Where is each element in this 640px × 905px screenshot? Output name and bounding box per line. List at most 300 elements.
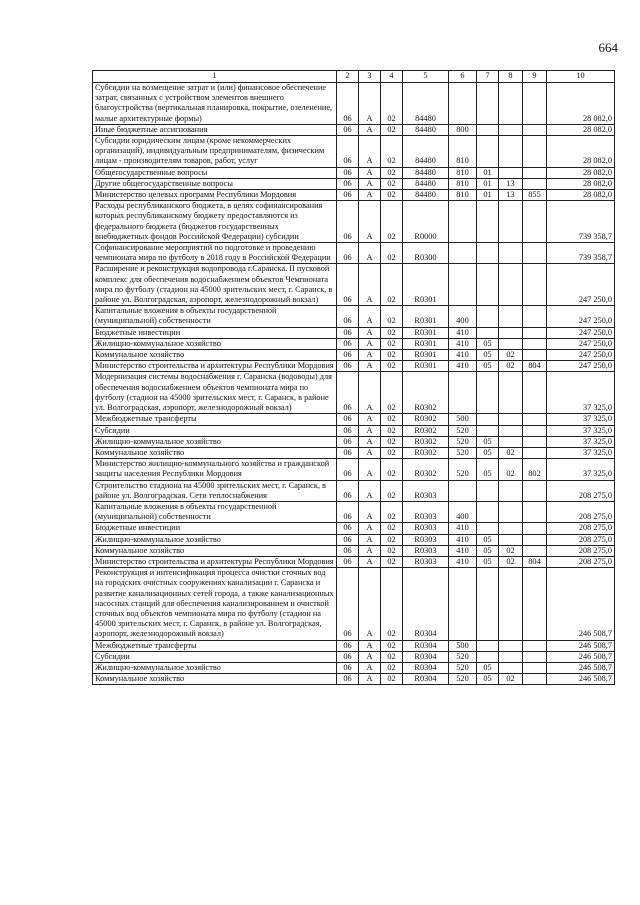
code-expense-type	[449, 83, 477, 125]
code-target-article: R0304	[403, 651, 449, 662]
table-row	[93, 201, 615, 243]
code-ministry: 06	[337, 350, 359, 361]
row-description: Бюджетные инвестиции	[93, 327, 337, 338]
row-amount: 37 325,0	[547, 425, 615, 436]
code-subprogram: 02	[381, 545, 403, 556]
code-expense-type	[449, 201, 477, 243]
code-ministry-id: 804	[523, 556, 547, 567]
code-subsection	[499, 243, 523, 264]
code-expense-type: 520	[449, 662, 477, 673]
code-section: 05	[477, 436, 499, 447]
code-program: А	[359, 436, 381, 447]
code-program: А	[359, 190, 381, 201]
code-target-article: R0303	[403, 545, 449, 556]
code-target-article: R0302	[403, 414, 449, 425]
table-row	[93, 136, 615, 168]
code-ministry-id	[523, 523, 547, 534]
code-ministry: 06	[337, 534, 359, 545]
code-subsection: 02	[499, 361, 523, 372]
row-amount: 247 250,0	[547, 264, 615, 306]
code-program: А	[359, 201, 381, 243]
code-program: А	[359, 178, 381, 189]
table-row	[93, 372, 615, 414]
table-row	[93, 523, 615, 534]
code-target-article: R0304	[403, 662, 449, 673]
code-target-article: R0301	[403, 350, 449, 361]
row-description: Бюджетные инвестиции	[93, 523, 337, 534]
code-section	[477, 264, 499, 306]
row-description: Коммунальное хозяйство	[93, 674, 337, 685]
code-section	[477, 306, 499, 327]
code-target-article: R0300	[403, 243, 449, 264]
row-description: Министерство целевых программ Республики Мордовия	[93, 190, 337, 201]
code-expense-type	[449, 243, 477, 264]
table-row	[93, 414, 615, 425]
code-subprogram: 02	[381, 350, 403, 361]
code-program: А	[359, 651, 381, 662]
code-expense-type	[449, 568, 477, 640]
code-section: 01	[477, 190, 499, 201]
code-target-article: 84480	[403, 83, 449, 125]
table-row	[93, 124, 615, 135]
row-description: Расходы республиканского бюджета, в целях софинансирования которых республиканскому бюджету предоставляются из федерального бюджета (бюджетов государственных внебюджетных фондов Российской Федерации) субсидии	[93, 201, 337, 243]
code-subsection	[499, 501, 523, 522]
row-amount: 37 325,0	[547, 447, 615, 458]
code-target-article: R0303	[403, 523, 449, 534]
code-program: А	[359, 327, 381, 338]
code-ministry-id	[523, 662, 547, 673]
code-expense-type: 500	[449, 414, 477, 425]
code-program: А	[359, 350, 381, 361]
code-ministry: 06	[337, 674, 359, 685]
code-section: 05	[477, 556, 499, 567]
code-target-article: 84480	[403, 124, 449, 135]
code-program: А	[359, 674, 381, 685]
row-description: Субсидии юридическим лицам (кроме некоммерческих организаций), индивидуальным предпринимателям, физическим лицам - производителям товаров, работ, услуг	[93, 136, 337, 168]
table-body	[93, 83, 615, 685]
code-ministry-id	[523, 178, 547, 189]
column-header: 10	[547, 71, 615, 83]
row-amount: 208 275,0	[547, 501, 615, 522]
table-row	[93, 556, 615, 567]
row-amount: 208 275,0	[547, 556, 615, 567]
row-amount: 208 275,0	[547, 534, 615, 545]
code-subprogram: 02	[381, 674, 403, 685]
code-ministry-id	[523, 534, 547, 545]
budget-table	[92, 70, 615, 685]
row-description: Министерство жилищно-коммунального хозяйства и гражданской защиты населения Республики Мордовия	[93, 459, 337, 480]
table-row	[93, 480, 615, 501]
row-amount: 246 508,7	[547, 568, 615, 640]
code-program: А	[359, 83, 381, 125]
code-target-article: R0301	[403, 264, 449, 306]
row-description: Общегосударственные вопросы	[93, 167, 337, 178]
column-header: 7	[477, 71, 499, 83]
code-target-article: R0303	[403, 501, 449, 522]
row-amount: 28 082,0	[547, 178, 615, 189]
table-row	[93, 83, 615, 125]
code-section	[477, 425, 499, 436]
code-ministry-id	[523, 447, 547, 458]
code-program: А	[359, 501, 381, 522]
code-subsection	[499, 338, 523, 349]
code-expense-type	[449, 480, 477, 501]
code-subprogram: 02	[381, 480, 403, 501]
code-ministry-id	[523, 306, 547, 327]
code-program: А	[359, 124, 381, 135]
code-section: 05	[477, 662, 499, 673]
code-subsection	[499, 201, 523, 243]
table-row	[93, 640, 615, 651]
code-target-article: R0304	[403, 640, 449, 651]
code-section: 01	[477, 167, 499, 178]
code-ministry: 06	[337, 640, 359, 651]
code-section	[477, 243, 499, 264]
code-program: А	[359, 447, 381, 458]
code-subprogram: 02	[381, 243, 403, 264]
code-ministry-id	[523, 545, 547, 556]
code-ministry: 06	[337, 201, 359, 243]
code-section	[477, 523, 499, 534]
code-ministry: 06	[337, 306, 359, 327]
column-header: 9	[523, 71, 547, 83]
code-program: А	[359, 338, 381, 349]
code-ministry: 06	[337, 425, 359, 436]
table-row	[93, 264, 615, 306]
code-program: А	[359, 556, 381, 567]
row-description: Коммунальное хозяйство	[93, 447, 337, 458]
code-ministry: 06	[337, 243, 359, 264]
code-program: А	[359, 662, 381, 673]
code-ministry: 06	[337, 178, 359, 189]
code-section	[477, 501, 499, 522]
code-expense-type: 410	[449, 361, 477, 372]
code-program: А	[359, 167, 381, 178]
code-subprogram: 02	[381, 556, 403, 567]
code-expense-type	[449, 264, 477, 306]
table-row	[93, 350, 615, 361]
code-expense-type: 520	[449, 459, 477, 480]
table-row	[93, 459, 615, 480]
code-subprogram: 02	[381, 447, 403, 458]
row-description: Модернизация системы водоснабжения г. Саранска (водоводы) для обеспечения водоснабжением объектов чемпионата мира по футболу (стадион на 45000 зрительских мест, г. Саранск, в районе ул. Волгоградская, аэропорт, железнодорожный вокзал)	[93, 372, 337, 414]
row-description: Строительство стадиона на 45000 зрительских мест, г. Саранск, в районе ул. Волгоградская. Сети теплоснабжения	[93, 480, 337, 501]
code-target-article: R0301	[403, 338, 449, 349]
code-expense-type: 810	[449, 190, 477, 201]
code-subprogram: 02	[381, 436, 403, 447]
code-target-article: R0303	[403, 534, 449, 545]
code-target-article: 84480	[403, 190, 449, 201]
code-target-article: R0303	[403, 556, 449, 567]
code-ministry: 06	[337, 501, 359, 522]
code-target-article: R0301	[403, 361, 449, 372]
column-header: 2	[337, 71, 359, 83]
code-subprogram: 02	[381, 459, 403, 480]
code-program: А	[359, 306, 381, 327]
code-subsection	[499, 425, 523, 436]
code-subprogram: 02	[381, 306, 403, 327]
code-target-article: 84480	[403, 178, 449, 189]
row-amount: 28 082,0	[547, 190, 615, 201]
row-amount: 37 325,0	[547, 436, 615, 447]
code-subprogram: 02	[381, 662, 403, 673]
code-subsection	[499, 306, 523, 327]
table-row	[93, 436, 615, 447]
code-program: А	[359, 459, 381, 480]
code-subsection	[499, 640, 523, 651]
code-subsection	[499, 662, 523, 673]
row-amount: 246 508,7	[547, 662, 615, 673]
code-ministry-id	[523, 425, 547, 436]
code-expense-type: 410	[449, 523, 477, 534]
code-expense-type: 400	[449, 501, 477, 522]
code-expense-type: 520	[449, 447, 477, 458]
code-ministry-id: 804	[523, 361, 547, 372]
row-amount: 28 082,0	[547, 124, 615, 135]
row-amount: 247 250,0	[547, 361, 615, 372]
code-section: 05	[477, 350, 499, 361]
code-ministry: 06	[337, 651, 359, 662]
row-amount: 208 275,0	[547, 545, 615, 556]
code-program: А	[359, 523, 381, 534]
code-section	[477, 414, 499, 425]
code-program: А	[359, 534, 381, 545]
code-ministry: 06	[337, 83, 359, 125]
code-expense-type: 410	[449, 327, 477, 338]
code-section: 05	[477, 534, 499, 545]
row-amount: 208 275,0	[547, 480, 615, 501]
table-row	[93, 501, 615, 522]
code-subprogram: 02	[381, 83, 403, 125]
code-ministry-id	[523, 243, 547, 264]
code-subsection: 02	[499, 545, 523, 556]
code-ministry: 06	[337, 372, 359, 414]
code-subsection	[499, 327, 523, 338]
code-section: 05	[477, 447, 499, 458]
code-section	[477, 124, 499, 135]
code-ministry: 06	[337, 545, 359, 556]
table-header-row	[93, 71, 615, 83]
code-subprogram: 02	[381, 425, 403, 436]
code-ministry: 06	[337, 414, 359, 425]
code-subsection: 02	[499, 447, 523, 458]
code-ministry-id	[523, 264, 547, 306]
code-subsection: 02	[499, 674, 523, 685]
table-row	[93, 327, 615, 338]
code-subprogram: 02	[381, 178, 403, 189]
code-program: А	[359, 568, 381, 640]
row-description: Жилищно-коммунальное хозяйство	[93, 534, 337, 545]
code-ministry-id	[523, 350, 547, 361]
table-row	[93, 306, 615, 327]
code-expense-type: 520	[449, 436, 477, 447]
code-ministry-id: 855	[523, 190, 547, 201]
code-expense-type: 410	[449, 556, 477, 567]
code-subsection: 02	[499, 459, 523, 480]
code-ministry: 06	[337, 124, 359, 135]
code-ministry: 06	[337, 568, 359, 640]
code-ministry-id	[523, 124, 547, 135]
code-program: А	[359, 545, 381, 556]
code-subprogram: 02	[381, 201, 403, 243]
table-row	[93, 568, 615, 640]
code-section	[477, 372, 499, 414]
code-expense-type: 520	[449, 674, 477, 685]
column-header: 8	[499, 71, 523, 83]
row-description: Софинансирование мероприятий по подготовке и проведению чемпионата мира по футболу в 2018 году в Российской Федерации	[93, 243, 337, 264]
code-ministry: 06	[337, 523, 359, 534]
row-description: Жилищно-коммунальное хозяйство	[93, 662, 337, 673]
code-target-article: R0302	[403, 372, 449, 414]
code-expense-type: 520	[449, 425, 477, 436]
code-ministry-id	[523, 480, 547, 501]
table-row	[93, 178, 615, 189]
code-ministry-id	[523, 167, 547, 178]
table-row	[93, 243, 615, 264]
code-subsection	[499, 264, 523, 306]
column-header: 3	[359, 71, 381, 83]
code-ministry: 06	[337, 447, 359, 458]
code-target-article: R0304	[403, 674, 449, 685]
code-ministry-id	[523, 414, 547, 425]
code-subsection: 02	[499, 556, 523, 567]
code-program: А	[359, 640, 381, 651]
row-amount: 37 325,0	[547, 459, 615, 480]
code-section: 05	[477, 545, 499, 556]
code-ministry-id	[523, 338, 547, 349]
code-subsection	[499, 136, 523, 168]
code-target-article: 84480	[403, 167, 449, 178]
table-row	[93, 167, 615, 178]
column-header: 5	[403, 71, 449, 83]
row-description: Субсидии	[93, 425, 337, 436]
code-ministry-id	[523, 372, 547, 414]
code-expense-type	[449, 372, 477, 414]
code-section	[477, 83, 499, 125]
row-description: Межбюджетные трансферты	[93, 414, 337, 425]
row-amount: 37 325,0	[547, 414, 615, 425]
code-subprogram: 02	[381, 501, 403, 522]
code-subprogram: 02	[381, 167, 403, 178]
code-ministry-id	[523, 201, 547, 243]
code-section	[477, 201, 499, 243]
code-subprogram: 02	[381, 190, 403, 201]
code-section: 05	[477, 674, 499, 685]
row-description: Капитальные вложения в объекты государственной (муниципальной) собственности	[93, 306, 337, 327]
code-ministry: 06	[337, 436, 359, 447]
code-subsection	[499, 651, 523, 662]
code-ministry-id	[523, 568, 547, 640]
code-target-article: R0302	[403, 425, 449, 436]
code-section: 05	[477, 361, 499, 372]
row-amount: 246 508,7	[547, 651, 615, 662]
code-subsection	[499, 83, 523, 125]
table-row	[93, 651, 615, 662]
table-row	[93, 190, 615, 201]
row-amount: 247 250,0	[547, 327, 615, 338]
code-section	[477, 640, 499, 651]
code-program: А	[359, 136, 381, 168]
row-amount: 246 508,7	[547, 640, 615, 651]
row-description: Расширение и реконструкция водопровода г.Саранска. II пусковой комплекс для обеспечения водоснабжением объектов Чемпионата мира по футболу (стадион на 45000 зрительских мест, г. Саранск, в районе ул. Волгоградская, аэропорт, железнодорожный вокзал)	[93, 264, 337, 306]
column-header: 1	[93, 71, 337, 83]
code-program: А	[359, 414, 381, 425]
code-subsection	[499, 167, 523, 178]
row-amount: 28 082,0	[547, 136, 615, 168]
row-amount: 247 250,0	[547, 338, 615, 349]
code-subprogram: 02	[381, 124, 403, 135]
code-target-article: R0301	[403, 306, 449, 327]
row-description: Иные бюджетные ассигнования	[93, 124, 337, 135]
code-ministry: 06	[337, 167, 359, 178]
code-program: А	[359, 243, 381, 264]
row-description: Министерство строительства и архитектуры Республики Мордовия	[93, 556, 337, 567]
code-expense-type: 410	[449, 350, 477, 361]
code-expense-type: 410	[449, 534, 477, 545]
code-ministry: 06	[337, 361, 359, 372]
table-row	[93, 674, 615, 685]
row-amount: 37 325,0	[547, 372, 615, 414]
code-subprogram: 02	[381, 361, 403, 372]
table-row	[93, 662, 615, 673]
code-target-article: R0000	[403, 201, 449, 243]
row-description: Капитальные вложения в объекты государственной (муниципальной) собственности	[93, 501, 337, 522]
code-section	[477, 136, 499, 168]
code-section	[477, 568, 499, 640]
row-description: Жилищно-коммунальное хозяйство	[93, 338, 337, 349]
code-subprogram: 02	[381, 372, 403, 414]
code-ministry: 06	[337, 264, 359, 306]
code-ministry: 06	[337, 556, 359, 567]
table-row	[93, 545, 615, 556]
table-row	[93, 447, 615, 458]
code-section: 01	[477, 178, 499, 189]
code-expense-type: 810	[449, 167, 477, 178]
code-subprogram: 02	[381, 338, 403, 349]
row-description: Жилищно-коммунальное хозяйство	[93, 436, 337, 447]
code-subsection	[499, 372, 523, 414]
table-row	[93, 361, 615, 372]
code-subprogram: 02	[381, 264, 403, 306]
row-amount: 28 082,0	[547, 167, 615, 178]
code-target-article: R0302	[403, 459, 449, 480]
column-header: 6	[449, 71, 477, 83]
code-subsection	[499, 436, 523, 447]
code-target-article: R0304	[403, 568, 449, 640]
code-expense-type: 800	[449, 124, 477, 135]
row-description: Межбюджетные трансферты	[93, 640, 337, 651]
code-section: 05	[477, 338, 499, 349]
column-header: 4	[381, 71, 403, 83]
code-section	[477, 480, 499, 501]
code-subsection	[499, 480, 523, 501]
row-description: Коммунальное хозяйство	[93, 350, 337, 361]
code-subsection	[499, 124, 523, 135]
code-target-article: 84480	[403, 136, 449, 168]
code-ministry-id	[523, 651, 547, 662]
row-amount: 246 508,7	[547, 674, 615, 685]
code-subprogram: 02	[381, 327, 403, 338]
row-description: Министерство строительства и архитектуры Республики Мордовия	[93, 361, 337, 372]
code-target-article: R0302	[403, 447, 449, 458]
code-expense-type: 520	[449, 651, 477, 662]
row-description: Другие общегосударственные вопросы	[93, 178, 337, 189]
code-program: А	[359, 372, 381, 414]
code-program: А	[359, 480, 381, 501]
row-amount: 739 358,7	[547, 201, 615, 243]
code-subprogram: 02	[381, 523, 403, 534]
row-description: Коммунальное хозяйство	[93, 545, 337, 556]
